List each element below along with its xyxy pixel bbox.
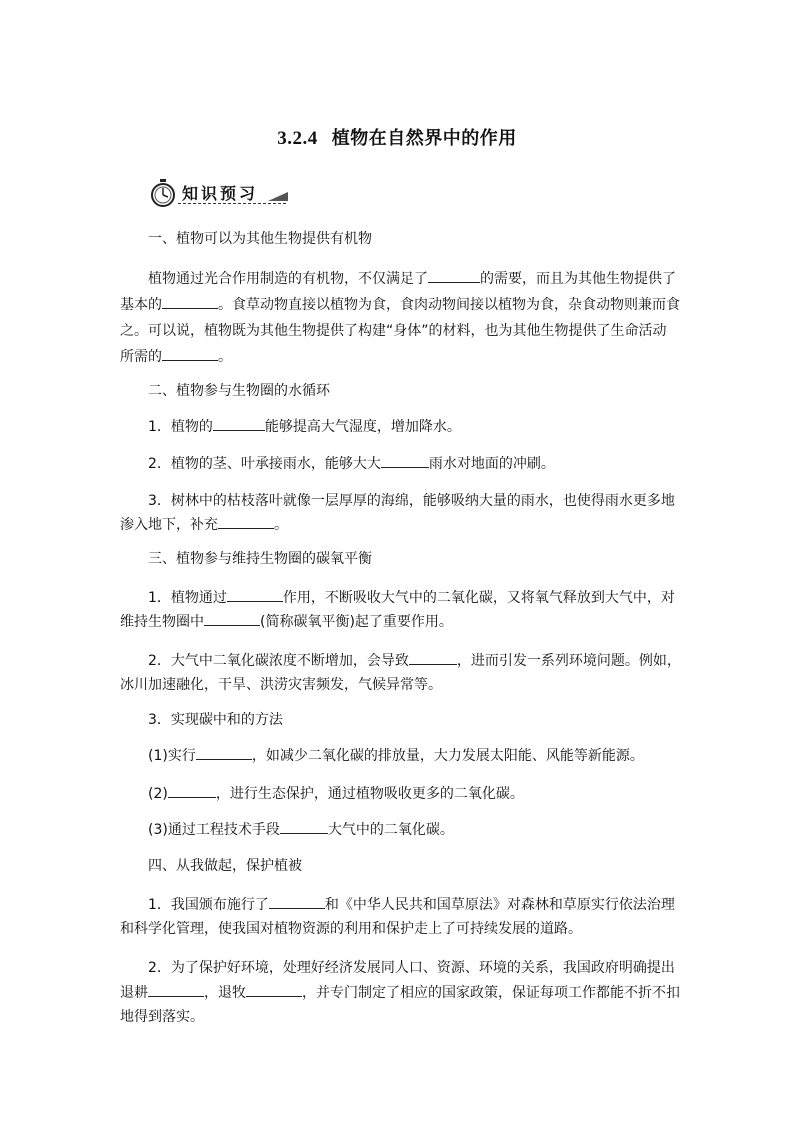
preview-banner: [148, 176, 288, 210]
banner-underline: [178, 203, 286, 204]
answer-blank[interactable]: [162, 345, 218, 361]
answer-blank[interactable]: [381, 452, 429, 468]
answer-blank[interactable]: [428, 267, 480, 283]
banner-decoration: [268, 192, 288, 201]
answer-blank[interactable]: [148, 981, 204, 997]
section-4-item-1-line-2: 和科学化管理，使我国对植物资源的利用和保护走上了可持续发展的道路。: [120, 921, 582, 937]
section-1-heading: 一、植物可以为其他生物提供有机物: [148, 231, 372, 247]
answer-blank[interactable]: [196, 744, 252, 760]
section-1-line-3: 之。可以说，植物既为其他生物提供了构建“身体”的材料，也为其他生物提供了生命活动: [120, 323, 667, 339]
section-number: 3.2.4: [277, 128, 318, 149]
section-2-item-3-line-2: 渗入地下，补充 。: [120, 512, 680, 538]
answer-blank[interactable]: [213, 415, 265, 431]
section-1-line-4: 所需的 。: [120, 344, 680, 370]
stopwatch-icon: [148, 178, 178, 208]
section-2-item-1: 1．植物的 能够提高大气湿度，增加降水。: [120, 414, 680, 440]
section-3-item-2-line-1: 2．大气中二氧化碳浓度不断增加，会导致 ，进而引发一系列环境问题。例如，: [120, 648, 680, 674]
answer-blank[interactable]: [204, 610, 260, 626]
answer-blank[interactable]: [218, 513, 274, 529]
section-3-item-1-line-1: 1．植物通过 作用，不断吸收大气中的二氧化碳，又将氧气释放到大气中，对: [120, 585, 680, 611]
answer-blank[interactable]: [409, 649, 457, 665]
answer-blank[interactable]: [280, 818, 328, 834]
section-2-item-3-line-1: 3．树林中的枯枝落叶就像一层厚厚的海绵，能够吸纳大量的雨水，也使得雨水更多地: [148, 493, 675, 509]
section-3-heading: 三、植物参与维持生物圈的碳氧平衡: [148, 551, 372, 567]
answer-blank[interactable]: [168, 782, 216, 798]
answer-blank[interactable]: [246, 981, 302, 997]
section-2-item-2: 2．植物的茎、叶承接雨水，能够大大 雨水对地面的冲刷。: [120, 451, 680, 477]
section-1-line-1: 植物通过光合作用制造的有机物，不仅满足了 的需要，而且为其他生物提供了: [120, 266, 680, 292]
section-3-method-3: (3)通过工程技术手段 大气中的二氧化碳。: [120, 817, 680, 843]
section-3-method-1: (1)实行 ，如减少二氧化碳的排放量，大力发展太阳能、风能等新能源。: [120, 743, 680, 769]
section-3-item-2-line-2: 冰川加速融化，干旱、洪涝灾害频发，气候异常等。: [120, 677, 442, 693]
title-text: 植物在自然界中的作用: [331, 128, 517, 149]
section-4-item-2-line-1: 2．为了保护好环境，处理好经济发展同人口、资源、环境的关系，我国政府明确提出: [148, 960, 675, 976]
section-4-item-2-line-3: 地得到落实。: [120, 1009, 204, 1025]
answer-blank[interactable]: [162, 293, 218, 309]
section-4-item-1-line-1: 1．我国颁布施行了 和《中华人民共和国草原法》对森林和草原实行依法治理: [120, 892, 680, 918]
section-4-item-2-line-2: 退耕 ，退牧 ，并专门制定了相应的国家政策，保证每项工作都能不折不扣: [120, 980, 680, 1006]
page-title: [0, 124, 794, 150]
section-4-heading: 四、从我做起，保护植被: [148, 858, 302, 874]
section-3-method-2: (2) ，进行生态保护，通过植物吸收更多的二氧化碳。: [120, 781, 680, 807]
section-2-heading: 二、植物参与生物圈的水循环: [148, 383, 330, 399]
banner-label: 知识预习: [182, 184, 259, 203]
answer-blank[interactable]: [227, 586, 283, 602]
section-1-line-2: 基本的 。食草动物直接以植物为食，食肉动物间接以植物为食，杂食动物则兼而食: [120, 292, 680, 318]
section-3-item-1-line-2: 维持生物圈中 (简称碳氧平衡)起了重要作用。: [120, 609, 680, 635]
section-3-item-3: 3．实现碳中和的方法: [148, 712, 283, 728]
answer-blank[interactable]: [269, 893, 325, 909]
